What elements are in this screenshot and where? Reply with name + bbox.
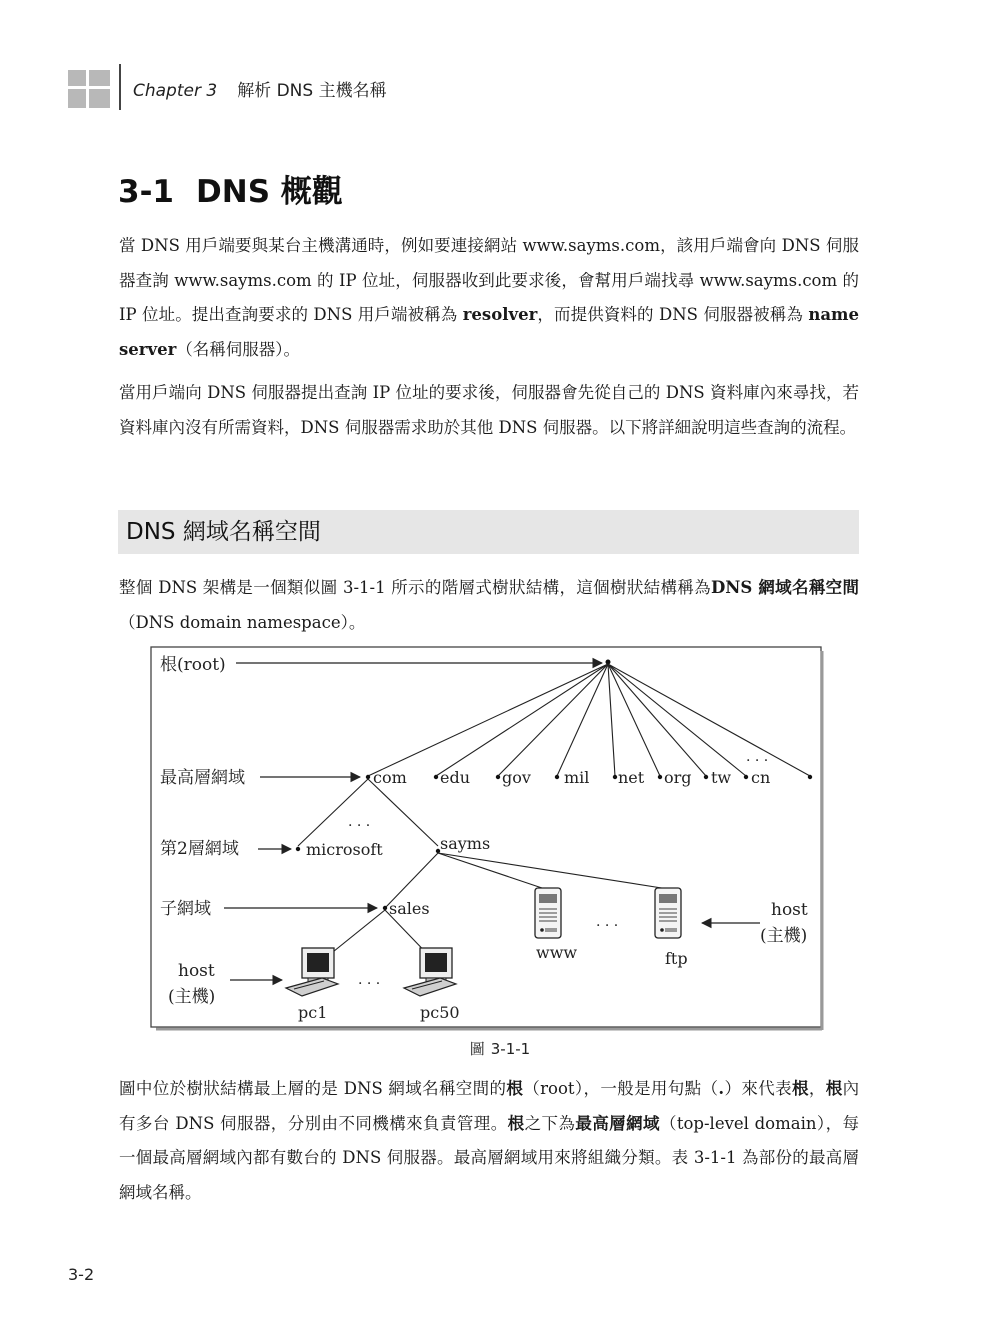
tld-edu: edu [440,768,471,787]
host-left-cn: (主機) [168,987,216,1007]
text-run: （DNS domain namespace）。 [119,612,366,632]
host-right-cn: (主機) [760,926,808,946]
pc-1: pc1 [298,1003,328,1022]
text-run: （root），一般是用句點（ [523,1079,719,1098]
term-dot: . [718,1079,725,1098]
tld-net: net [618,768,645,787]
tld-cn: cn [751,768,771,787]
text-run: 當 DNS 用戶端要與某台主機溝通時，例如要連接網站 www.sayms.com，該用戶端會向 DNS 伺服器查詢 www.sayms.com 的 IP 位址，伺服器收到此要求後，會幫用戶端找尋 www.sayms.com 的 IP 位址。提出查詢要求的 DNS 用戶端被稱為 [119,236,859,324]
text-run: 內有多台 DNS 伺服器，分別由不同機構來負責管理。 [119,1079,860,1133]
root-node [606,660,611,665]
term-root: 根 [507,1113,525,1133]
term-root: 根 [791,1079,809,1098]
www-server-icon [535,888,561,938]
server-ellipsis: . . . [596,914,619,930]
text-run: ，而提供資料的 DNS 伺服器被稱為 [537,305,809,324]
intro-paragraph [119,229,859,367]
second-level-label: 第2層網域 [160,839,239,859]
page-number: 3-2 [68,1265,95,1284]
dns-tree-figure [150,646,826,1032]
text-run: ）來代表 [724,1079,792,1098]
chapter-title: 解析 DNS 主機名稱 [237,81,387,101]
domain-sayms: sayms [440,834,491,853]
pc-50: pc50 [420,1003,460,1022]
root-label: 根(root) [160,655,226,675]
root-tld-paragraph [119,1072,859,1210]
namespace-paragraph [119,571,859,640]
server-www: www [536,943,578,962]
caption-label: 圖 [469,1040,485,1058]
term-top-level-domain: 最高層網域 [575,1113,660,1133]
term-root: 根 [506,1079,524,1098]
section-number: 3-1 [118,174,175,210]
text-run: ， [808,1079,826,1098]
term-root: 根 [825,1079,843,1098]
text-run: 之下為 [524,1113,576,1133]
tld-tw: tw [711,768,732,787]
subheading-dns-namespace: DNS 網域名稱空間 [118,510,859,554]
section-title-text: DNS 概觀 [196,174,343,210]
pc-ellipsis: . . . [358,972,381,988]
domain-sales: sales [389,899,430,918]
caption-number: 3-1-1 [490,1040,531,1058]
text-run: 整個 DNS 架構是一個類似圖 3-1-1 所示的階層式樹狀結構，這個樹狀結構稱為 [119,578,711,597]
text-run: （top-level domain），每一個最高層網域內都有數台的 DNS 伺服器。最高層網域用來將組織分類。表 3-1-1 為部份的最高層網域名稱。 [119,1113,860,1202]
text-run: （名稱伺服器）。 [176,339,301,359]
com-ellipsis: . . . [348,814,371,830]
tld-label: 最高層網域 [160,768,245,788]
tld-org: org [664,768,692,787]
term-resolver: resolver [462,305,538,324]
server-ftp: ftp [665,949,688,968]
tld-ellipsis: . . . [746,749,769,765]
figure-caption [0,1038,1000,1059]
query-paragraph: 當用戶端向 DNS 伺服器提出查詢 IP 位址的要求後，伺服器會先從自己的 DNS 資料庫內來尋找，若資料庫內沒有所需資料，DNS 伺服器需求助於其他 DNS 伺服器。以下將詳細說明這些查詢的流程。 [119,383,859,437]
tld-com: com [373,768,407,787]
domain-microsoft: microsoft [306,840,383,859]
running-header [133,76,387,101]
tld-mil: mil [564,768,590,787]
term-dns-namespace: DNS 網域名稱空間 [710,578,859,597]
ftp-server-icon [655,888,681,938]
section-title [118,166,343,211]
chapter-label: Chapter 3 [133,81,218,101]
text-run: 圖中位於樹狀結構最上層的是 DNS 網域名稱空間的 [119,1079,507,1098]
subdomain-label: 子網域 [160,899,211,919]
term-name-server: name server [119,305,859,359]
chapter-logo-icon [68,70,110,108]
host-left-label: host [178,961,215,981]
header-divider [119,64,121,110]
tld-gov: gov [502,768,531,787]
host-right-label: host [771,900,808,920]
